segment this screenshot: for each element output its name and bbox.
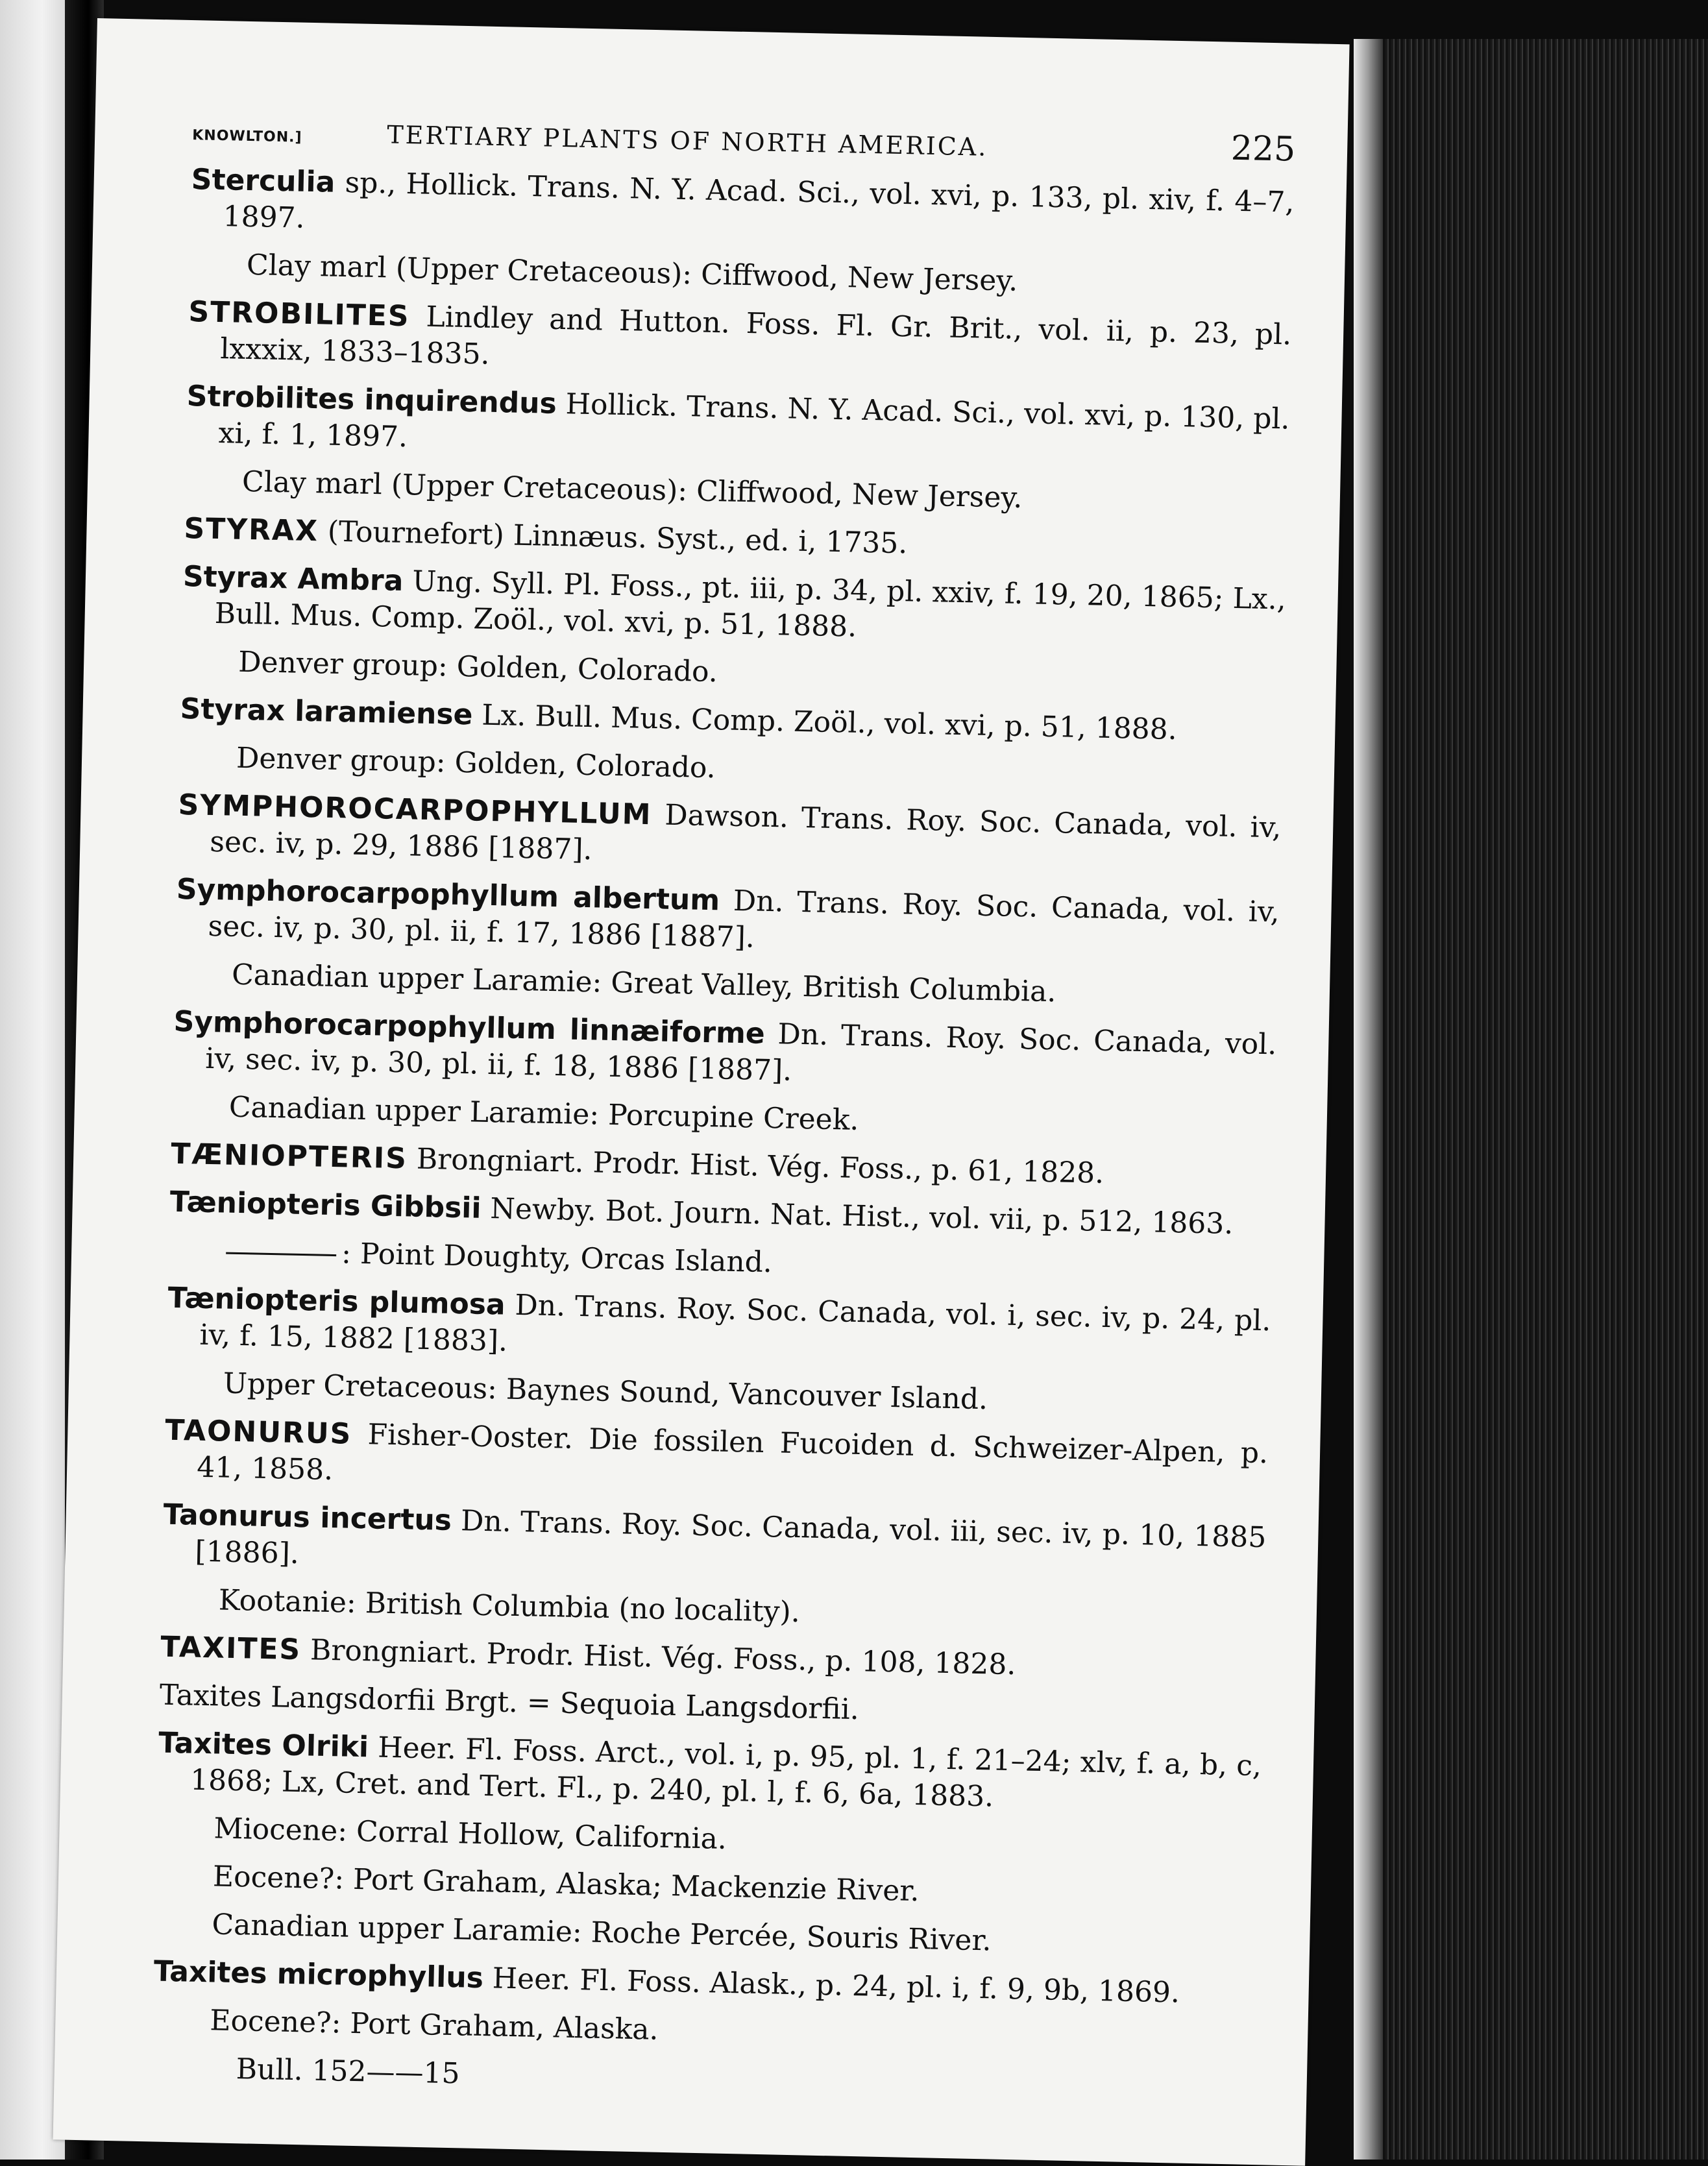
citation: Dn. Trans. Roy. Soc. Canada, vol. i, sec. iv, p. 24, pl. iv, f. 15, 1882 [1883]. — [199, 1288, 1271, 1358]
species-entry — [162, 1497, 1267, 1593]
citation: Dawson. Trans. Roy. Soc. Canada, vol. iv, sec. iv, p. 29, 1886 [1887]. — [209, 798, 1282, 867]
species-name: Taxites Olriki — [158, 1726, 369, 1764]
locality-text: : Point Doughty, Orcas Island. — [341, 1237, 773, 1280]
locality-line: Denver group: Golden, Colorado. — [236, 741, 716, 785]
genus-name: TAXITES — [160, 1630, 302, 1667]
locality-line — [169, 1232, 1273, 1292]
locality-line: Eocene?: Port Graham, Alaska. — [209, 2004, 659, 2047]
citation: Dn. Trans. Roy. Soc. Canada, vol. iv, sec. iv, p. 30, pl. ii, f. 17, 1886 [1887]. — [208, 884, 1280, 955]
citation: Fisher-Ooster. Die fossilen Fucoiden d. Schweizer-Alpen, p. 41, 1858. — [196, 1417, 1269, 1487]
synonym-entry: Taxites Langsdorfii Brgt. = Sequoia Langsdorfii. — [159, 1678, 860, 1727]
citation: (Tournefort) Linnæus. Syst., ed. i, 1735. — [318, 515, 908, 561]
species-name: Tæniopteris Gibbsii — [169, 1185, 482, 1225]
species-name: Sterculia — [191, 163, 336, 199]
genus-entry — [184, 511, 1287, 570]
citation: Heer. Fl. Foss. Alask., p. 24, pl. i, f. 9, 9b, 1869. — [483, 1962, 1180, 2010]
header-author: KNOWLTON.] — [191, 127, 302, 146]
citation: Lx. Bull. Mus. Comp. Zoöl., vol. xvi, p. 51, 1888. — [472, 698, 1178, 747]
header-title: TERTIARY PLANTS OF NORTH AMERICA. — [386, 120, 988, 162]
ditto-dash — [226, 1252, 336, 1257]
locality-line: Canadian upper Laramie: Great Valley, British Columbia. — [231, 958, 1056, 1009]
genus-entry — [177, 787, 1282, 883]
page-number: 225 — [1230, 128, 1296, 169]
genus-name: SYMPHOROCARPOPHYLLUM — [178, 788, 652, 832]
species-name: Tæniopteris plumosa — [167, 1281, 506, 1322]
species-entry — [173, 1004, 1277, 1100]
genus-name: TAONURUS — [164, 1413, 352, 1451]
species-entry — [182, 559, 1286, 655]
citation: Brongniart. Prodr. Hist. Vég. Foss., p. 61, 1828. — [407, 1142, 1104, 1190]
citation: Newby. Bot. Journ. Nat. Hist., vol. vii, p. 512, 1863. — [480, 1191, 1234, 1241]
signature-footer: Bull. 152——15 — [236, 2052, 461, 2091]
genus-name: TÆNIOPTERIS — [170, 1137, 408, 1176]
species-entry — [180, 691, 1284, 751]
citation: Ung. Syll. Pl. Foss., pt. iii, p. 34, pl. xxiv, f. 19, 20, 1865; Lx., Bull. Mus. Comp. Zoöl., vol. xvi, p. 51, 1888. — [214, 565, 1287, 644]
locality-line: Canadian upper Laramie: Roche Percée, Souris River. — [211, 1908, 992, 1958]
species-name: Symphorocarpophyllum linnæiforme — [173, 1004, 766, 1051]
species-name: Symphorocarpophyllum albertum — [176, 872, 720, 918]
page-edge-highlight — [1354, 39, 1382, 2160]
locality-line: Kootanie: British Columbia (no locality). — [218, 1583, 801, 1629]
book-page-edges — [1356, 39, 1708, 2160]
species-name: Styrax Ambra — [182, 559, 404, 598]
citation: Brongniart. Prodr. Hist. Vég. Foss., p. 108, 1828. — [300, 1633, 1016, 1682]
species-name: Taxites microphyllus — [153, 1954, 484, 1995]
genus-entry — [164, 1413, 1269, 1509]
locality-line: Denver group: Golden, Colorado. — [238, 645, 718, 689]
entry-list — [152, 162, 1295, 2061]
genus-entry — [171, 1136, 1275, 1196]
page-content — [151, 98, 1296, 2109]
species-name: Styrax laramiense — [180, 692, 473, 732]
citation: Dn. Trans. Roy. Soc. Canada, vol. iv, sec. iv, p. 30, pl. ii, f. 18, 1886 [1887]. — [204, 1017, 1277, 1088]
citation: Lindley and Hutton. Foss. Fl. Gr. Brit., vol. ii, p. 23, pl. lxxxix, 1833–1835. — [219, 300, 1292, 371]
species-entry — [158, 1725, 1262, 1821]
locality-line: Miocene: Corral Hollow, California. — [214, 1812, 727, 1856]
species-entry — [175, 871, 1280, 967]
citation: Hollick. Trans. N. Y. Acad. Sci., vol. xvi, p. 130, pl. xi, f. 1, 1897. — [218, 387, 1290, 454]
locality-line: Clay marl (Upper Cretaceous): Ciffwood, New Jersey. — [246, 248, 1018, 298]
locality-line: Clay marl (Upper Cretaceous): Cliffwood, New Jersey. — [241, 465, 1023, 515]
locality-line: Canadian upper Laramie: Porcupine Creek. — [228, 1090, 859, 1137]
genus-name: STROBILITES — [188, 295, 411, 334]
species-name: Taonurus incertus — [163, 1498, 452, 1537]
genus-entry — [160, 1629, 1264, 1689]
genus-entry — [188, 294, 1292, 390]
locality-line: Eocene?: Port Graham, Alaska; Mackenzie River. — [212, 1860, 920, 1908]
species-entry — [186, 378, 1290, 474]
scanned-page — [53, 18, 1350, 2166]
citation: Dn. Trans. Roy. Soc. Canada, vol. iii, sec. iv, p. 10, 1885 [1886]. — [195, 1503, 1267, 1571]
citation: sp., Hollick. Trans. N. Y. Acad. Sci., vol. xvi, p. 133, pl. xiv, f. 4–7, 1897. — [223, 165, 1295, 235]
species-entry — [167, 1280, 1271, 1376]
genus-name: STYRAX — [184, 511, 319, 548]
species-entry — [169, 1184, 1273, 1244]
species-name: Strobilites inquirendus — [186, 380, 557, 420]
citation: Heer. Fl. Foss. Arct., vol. i, p. 95, pl. 1, f. 21–24; xlv, f. a, b, c, 1868; Lx, Cret. and Tert. Fl., p. 240, pl. l, f. 6, 6a, 1883. — [189, 1731, 1262, 1814]
locality-line: Upper Cretaceous: Baynes Sound, Vancouver Island. — [223, 1367, 988, 1417]
species-entry — [153, 1953, 1257, 2013]
